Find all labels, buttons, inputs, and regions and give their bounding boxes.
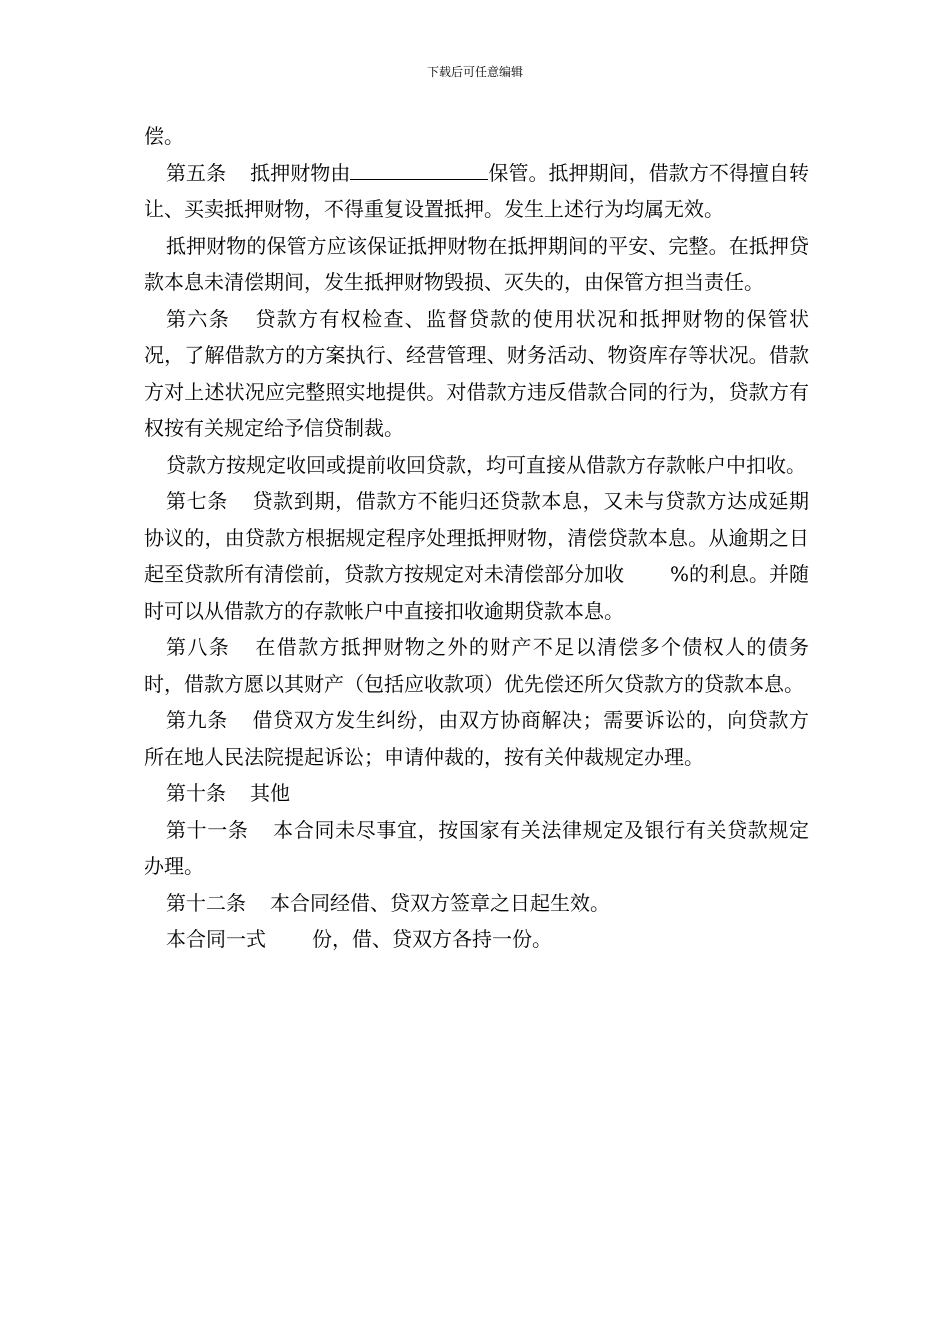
article-11-text: 本合同未尽事宜，按国家有关法律规定及银行有关贷款规定办理。 [144,817,810,878]
article-12 [144,885,809,922]
article-7-title: 第七条 [166,489,228,513]
article-5-custody-paragraph: 抵押财物的保管方应该保证抵押财物在抵押期间的平安、完整。在抵押贷款本息未清偿期间，发生抵押财物毁损、灭失的，由保管方担当责任。 [144,233,809,294]
article-10-text: 其他 [250,781,290,805]
article-7 [144,483,809,629]
article-6-recovery-paragraph: 贷款方按规定收回或提前收回贷款，均可直接从借款方存款帐户中扣收。 [166,452,806,477]
article-5-text-after: 保管。抵押期间，借款方不得擅自转让、买卖抵押财物，不得重复设置抵押。发生上述行为均属无效。 [144,160,810,221]
article-11-title: 第十一条 [166,817,249,842]
article-11 [144,812,809,885]
article-10-title: 第十条 [166,781,226,805]
custodian-blank [350,159,488,180]
contract-body [144,118,809,958]
copies-text-after: 份，借、贷双方各持一份。 [312,927,552,951]
article-7-text-before: 贷款到期，借款方不能归还贷款本息，又未与贷款方达成延期协议的，由贷款方根据规定程序处理抵押财物，清偿贷款本息。从逾期之日起至贷款所有清偿前，贷款方按规定对未清偿部分加收 [144,489,810,586]
article-5 [144,155,809,228]
page-header: 下载后可任意编辑 [426,65,523,79]
article-9 [144,702,809,775]
article-8-text: 在借款方抵押财物之外的财产不足以清偿多个债权人的债务时，借款方愿以其财产（包括应收款项）优先偿还所欠贷款方的贷款本息。 [144,635,810,696]
article-10 [144,775,809,812]
article-7-text-after: %的利息。并随时可以从借款方的存款帐户中直接扣收逾期贷款本息。 [144,562,810,623]
copies-text-before: 本合同一式 [166,927,266,951]
article-6-text: 贷款方有权检查、监督贷款的使用状况和抵押财物的保管状况，了解借款方的方案执行、经营管理、财务活动、物资库存等状况。借款方对上述状况应完整照实地提供。对借款方违反借款合同的行为，贷款方有权按有关规定给予信贷制裁。 [144,306,810,440]
copies-paragraph [144,921,809,958]
article-5-title: 第五条 [166,160,227,185]
article-9-title: 第九条 [166,708,228,732]
article-9-text: 借贷双方发生纠纷，由双方协商解决；需要诉讼的，向贷款方所在地人民法院提起诉讼；申请仲裁的，按有关仲裁规定办理。 [144,708,810,769]
article-12-text: 本合同经借、贷双方签章之日起生效。 [270,890,610,915]
paragraph-continuation: 偿。 [144,124,184,148]
article-12-title: 第十二条 [166,890,246,915]
article-6 [144,301,809,447]
article-6-title: 第六条 [166,306,231,331]
article-5-text-before: 抵押财物由 [250,160,351,185]
article-8-title: 第八条 [166,635,231,659]
article-8 [144,629,809,702]
